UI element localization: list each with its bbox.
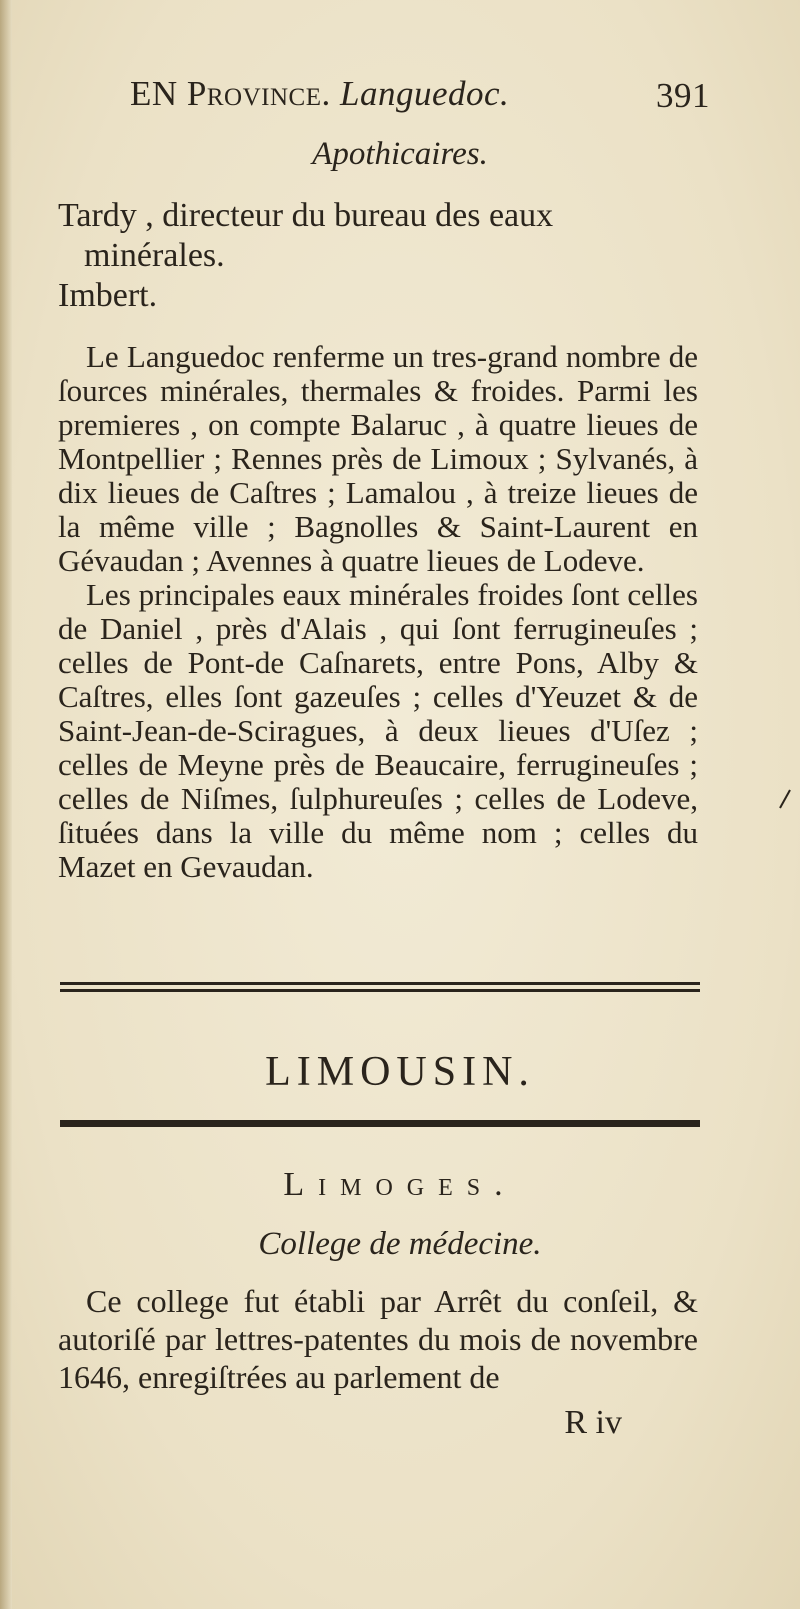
double-rule-divider (60, 982, 700, 992)
apothicaires-list (58, 196, 698, 316)
apothicaires-heading: Apothicaires. (312, 136, 488, 172)
running-head-prefix: EN (130, 74, 178, 113)
section-title: LIMOUSIN. (265, 1049, 535, 1095)
margin-tick-icon (778, 788, 792, 810)
college-text (58, 1282, 698, 1396)
paragraph-eaux-froides: Les principales eaux minérales froides ſont celles de Daniel , près d'Alais , qui ſont ferrugineuſes ; celles de Pont-de Caſnarets, entre Pons, Alby & Caſtres, elles ſont gazeuſes ; celles d'Yeuzet & de Saint-Jean-de-Sciragues, à deux lieues d'Uſez ; celles de Meyne près de Beaucaire, ferrugineuſes ; celles de Niſmes, ſulphureuſes ; celles de Lodeve, ſituées dans la ville du même nom ; celles du Mazet en Gevaudan. (58, 577, 698, 884)
running-head-province: Province. (186, 74, 331, 113)
signature-mark: R iv (564, 1404, 622, 1441)
paragraph-sources: Le Languedoc renferme un tres-grand nombre de ſources minérales, thermales & froides. Parmi les premieres , on compte Balaruc , à quatre lieues de Montpellier ; Rennes près de Limoux ; Sylvanés, à dix lieues de Caſtres ; Lamalou , à treize lieues de la même ville ; Bagnolles & Saint-Laurent en Gévaudan ; Avennes à quatre lieues de Lodeve. (58, 339, 698, 578)
page-number: 391 (656, 76, 710, 115)
list-item (58, 276, 698, 316)
city-heading: Limoges. (283, 1166, 517, 1203)
entry-continuation: minérales. (84, 237, 225, 274)
rule-divider (60, 1120, 700, 1127)
entry-line: Tardy , directeur du bureau des eaux (58, 197, 554, 234)
paragraph-college: Ce college fut établi par Arrêt du conſeil, & autoriſé par lettres-patentes du mois de novembre 1646, enregiſtrées au parlement de (58, 1283, 698, 1395)
list-item (58, 196, 698, 276)
running-head-region: Languedoc. (339, 74, 510, 113)
college-heading: College de médecine. (258, 1226, 542, 1262)
page-spine-shadow (0, 0, 12, 1609)
body-text (58, 340, 698, 884)
entry-line: Imbert. (58, 277, 158, 314)
